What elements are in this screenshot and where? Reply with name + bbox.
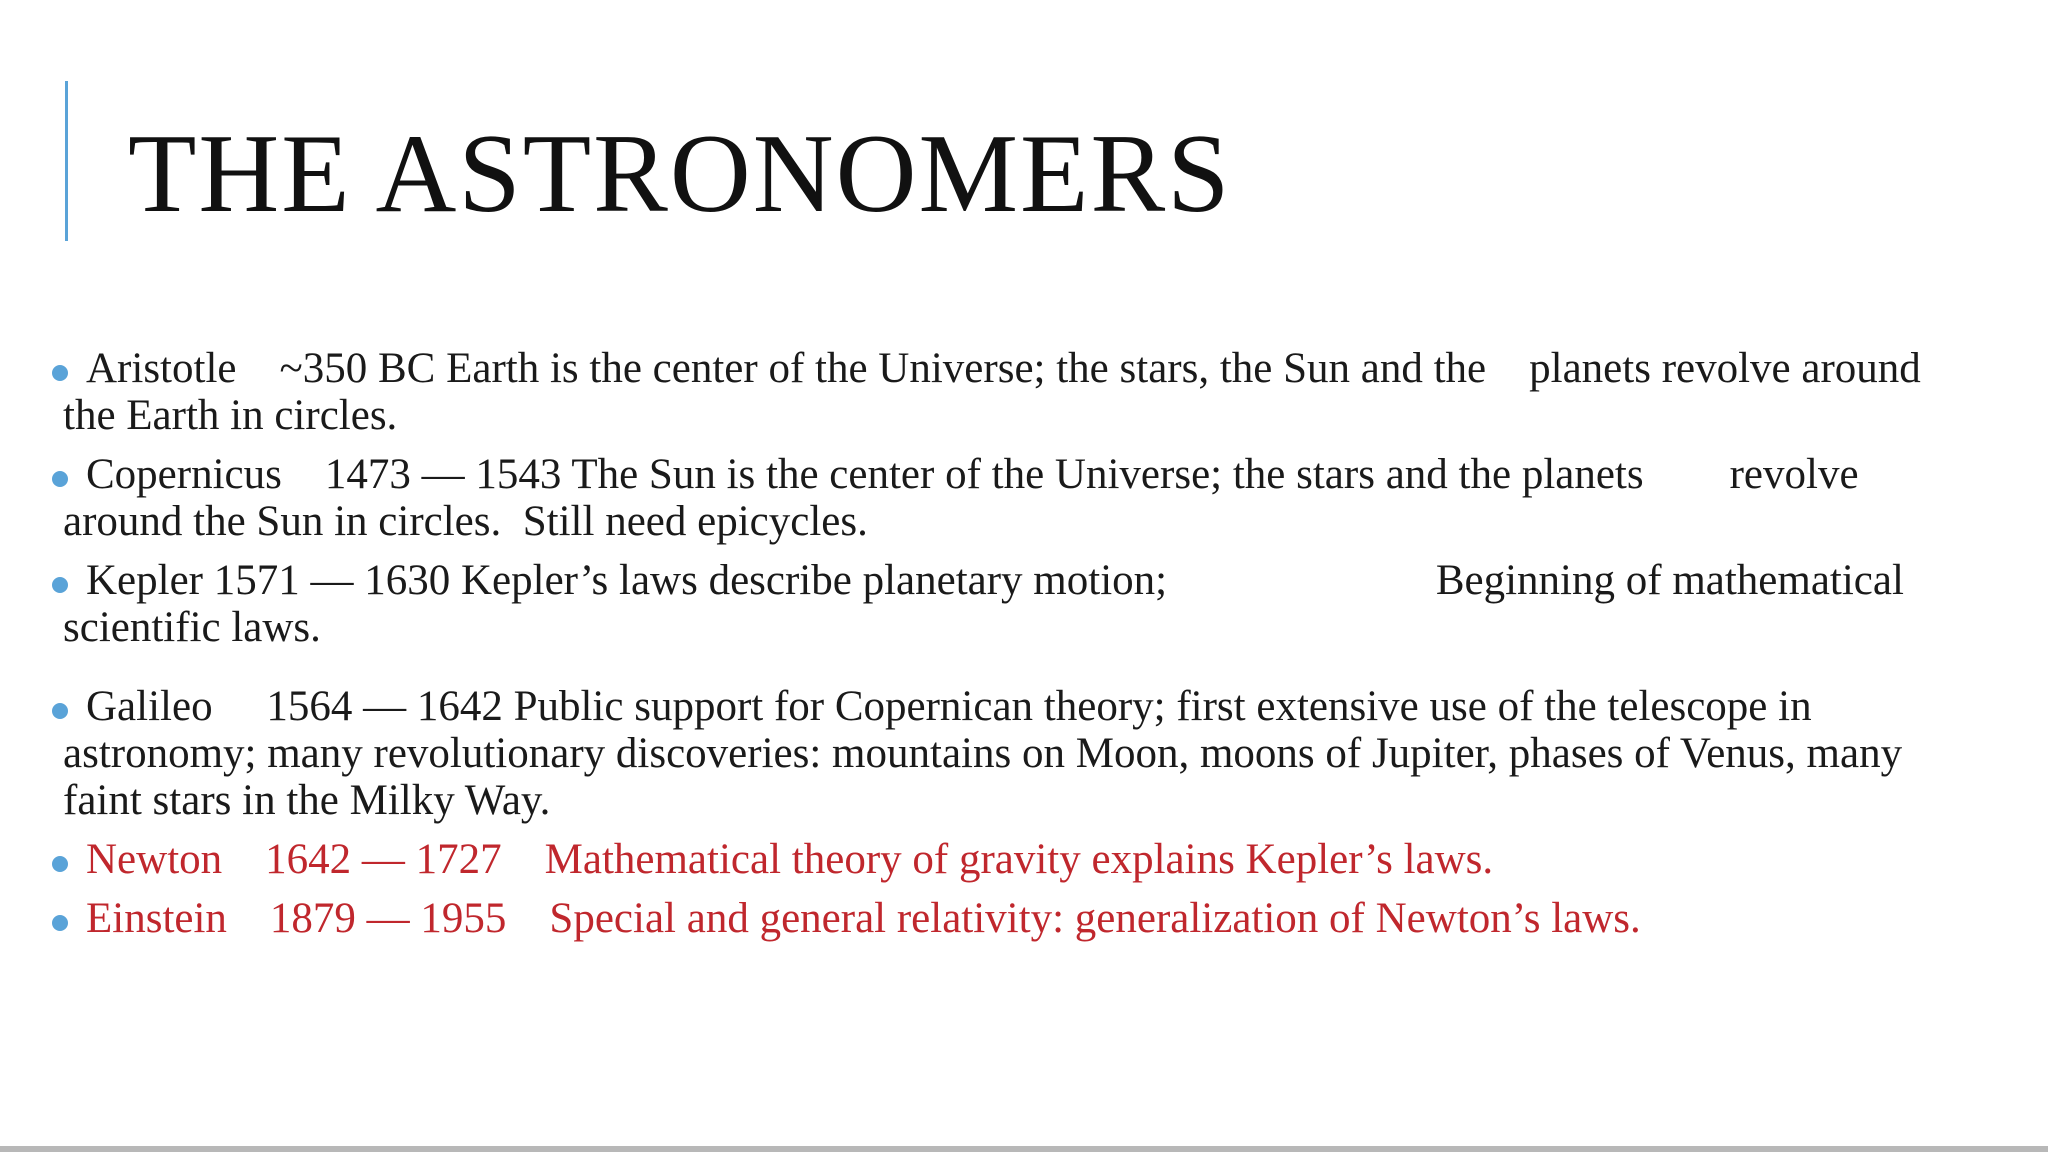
slide-title: THE ASTRONOMERS: [128, 112, 1232, 236]
bullet-copernicus: [52, 451, 2012, 545]
bullet-text-line: Galileo 1564 — 1642 Public support for Copernican theory; first extensive use of the telescope in: [86, 683, 1812, 730]
bullet-text-line: the Earth in circles.: [63, 392, 398, 439]
bullet-text-line: Newton 1642 — 1727 Mathematical theory of gravity explains Kepler’s laws.: [86, 836, 1494, 883]
bullet-text-line: around the Sun in circles. Still need epicycles.: [63, 498, 868, 545]
bullet-list: [52, 345, 2012, 954]
bullet-dot-icon: [52, 856, 68, 872]
bullet-text-line: scientific laws.: [63, 604, 321, 651]
bullet-kepler: [52, 557, 2012, 651]
bullet-newton: [52, 836, 2012, 883]
bullet-text-line: faint stars in the Milky Way.: [63, 777, 551, 824]
bullet-text-line: Kepler 1571 — 1630 Kepler’s laws describe planetary motion; Beginning of mathematical: [86, 557, 1904, 604]
bullet-dot-icon: [52, 471, 68, 487]
bullet-text-line: Einstein 1879 — 1955 Special and general relativity: generalization of Newton’s laws.: [86, 895, 1641, 942]
bullet-galileo: [52, 683, 2012, 824]
bullet-einstein: [52, 895, 2012, 942]
bullet-dot-icon: [52, 915, 68, 931]
bullet-text-line: Aristotle ~350 BC Earth is the center of the Universe; the stars, the Sun and the planets revolve around: [86, 345, 1921, 392]
title-accent-bar: [65, 81, 68, 241]
bottom-divider: [0, 1146, 2048, 1152]
bullet-aristotle: [52, 345, 2012, 439]
bullet-dot-icon: [52, 365, 68, 381]
bullet-dot-icon: [52, 703, 68, 719]
bullet-text-line: astronomy; many revolutionary discoveries: mountains on Moon, moons of Jupiter, phases of Venus, many: [63, 730, 1903, 777]
bullet-dot-icon: [52, 577, 68, 593]
bullet-text-line: Copernicus 1473 — 1543 The Sun is the center of the Universe; the stars and the planets revolve: [86, 451, 1859, 498]
